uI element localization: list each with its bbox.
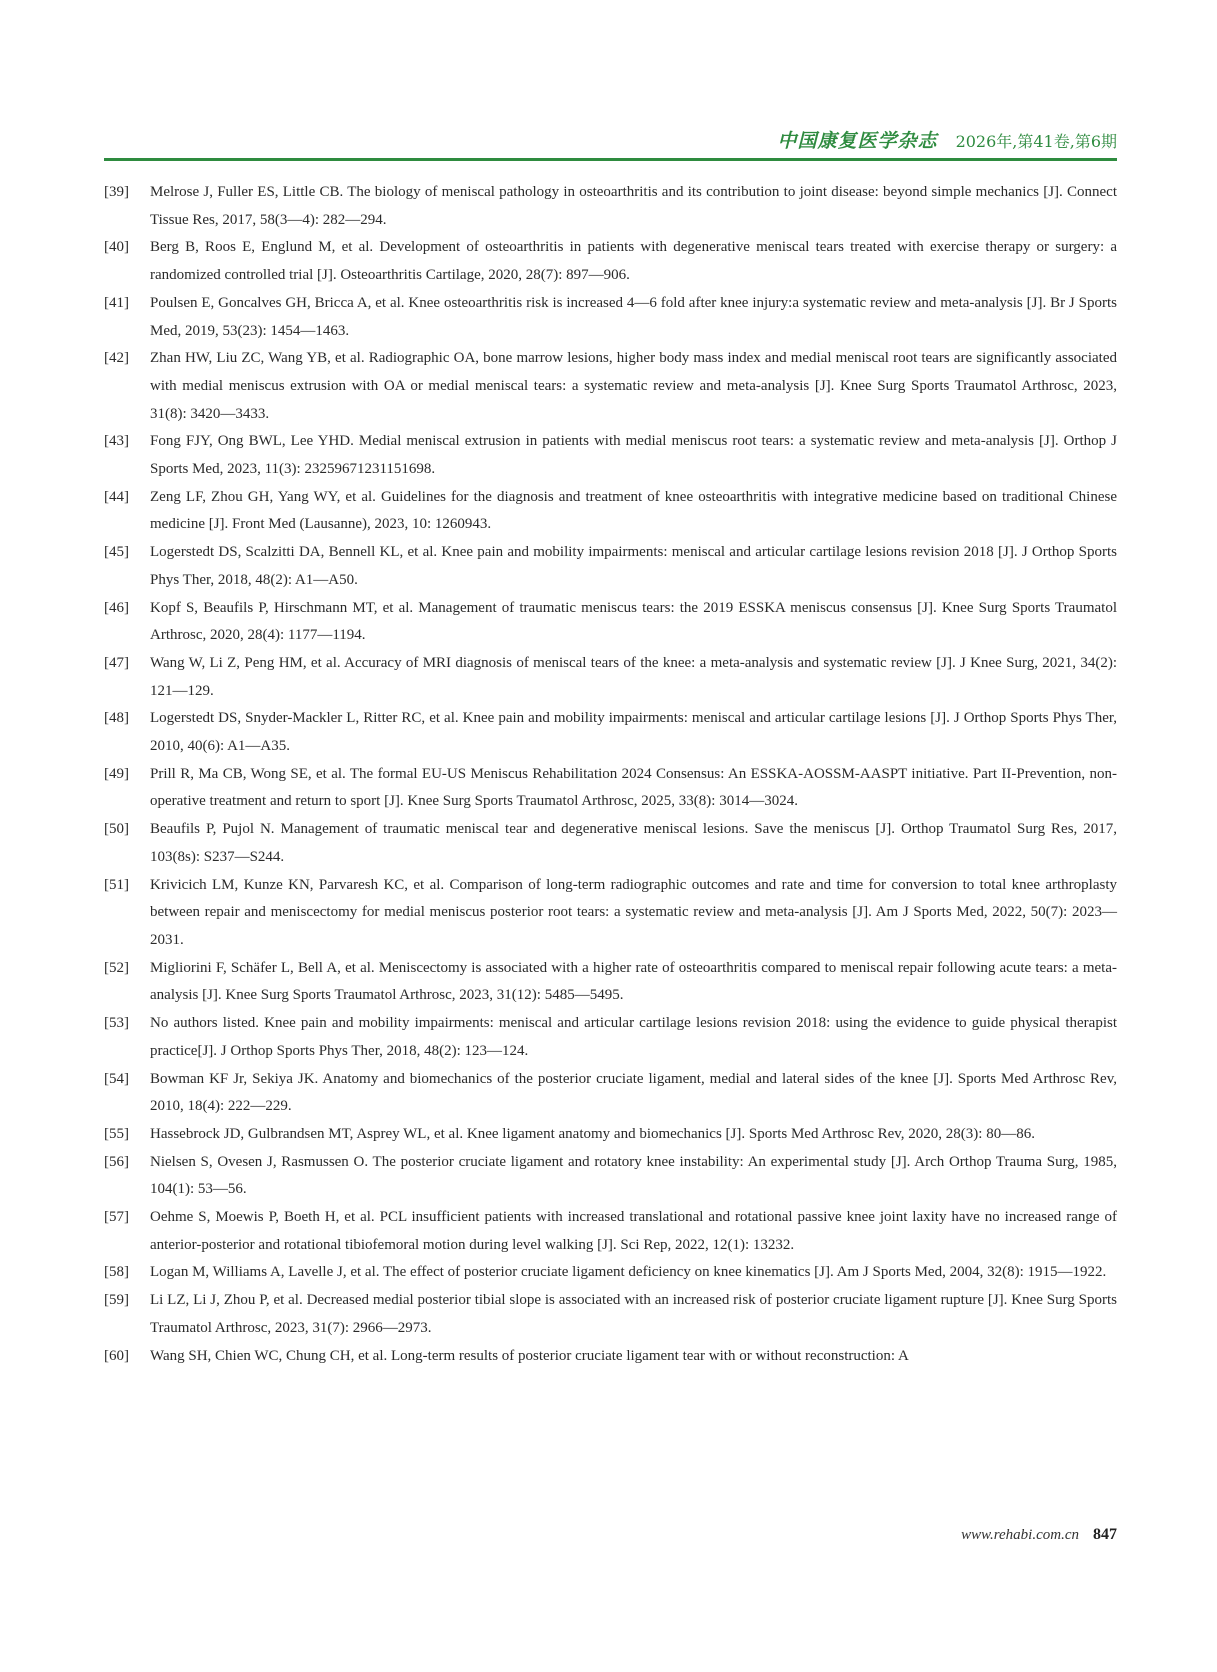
reference-number: [43]: [104, 433, 129, 450]
reference-number: [54]: [104, 1070, 129, 1087]
reference-number: [49]: [104, 765, 129, 782]
reference-text: Kopf S, Beaufils P, Hirschmann MT, et al. Management of traumatic meniscus tears: the 2019 ESSKA meniscus consensus [J]. Knee Surg Sports Traumatol Arthrosc, 2020, 28(4): 1177—1194.: [150, 599, 1117, 644]
reference-number: [60]: [104, 1347, 129, 1364]
reference-text: Logerstedt DS, Snyder-Mackler L, Ritter RC, et al. Knee pain and mobility impairments: meniscal and articular cartilage lesions [J]. J Orthop Sports Phys Ther, 2010, 40(6): A1—A35.: [150, 710, 1117, 755]
reference-text: Hassebrock JD, Gulbrandsen MT, Asprey WL, et al. Knee ligament anatomy and biomechanics [J]. Sports Med Arthrosc Rev, 2020, 28(3): 80—86.: [150, 1125, 1035, 1142]
reference-number: [41]: [104, 294, 129, 311]
reference-item: [104, 1204, 1117, 1259]
reference-number: [42]: [104, 350, 129, 367]
reference-text: Prill R, Ma CB, Wong SE, et al. The formal EU-US Meniscus Rehabilitation 2024 Consensus: An ESSKA-AOSSM-AASPT initiative. Part II-Prevention, non-operative treatment and return to sport [J]. Knee Surg Sports Traumatol Arthrosc, 2025, 33(8): 3014—3024.: [150, 765, 1117, 810]
reference-list: [104, 179, 1117, 1370]
reference-text: Berg B, Roos E, Englund M, et al. Development of osteoarthritis in patients with degenerative meniscal tears treated with exercise therapy or surgery: a randomized controlled trial [J]. Osteoarthritis Cartilage, 2020, 28(7): 897—906.: [150, 239, 1117, 284]
reference-number: [47]: [104, 654, 129, 671]
reference-item: [104, 1121, 1117, 1149]
reference-item: [104, 1287, 1117, 1342]
reference-item: [104, 705, 1117, 760]
reference-number: [51]: [104, 876, 129, 893]
page-header: [104, 126, 1117, 160]
reference-item: [104, 345, 1117, 428]
reference-text: Wang W, Li Z, Peng HM, et al. Accuracy of MRI diagnosis of meniscal tears of the knee: a meta-analysis and systematic review [J]. J Knee Surg, 2021, 34(2): 121—129.: [150, 654, 1117, 699]
issue-info: 2026年,第41卷,第6期: [955, 132, 1117, 151]
journal-name: 中国康复医学杂志: [777, 130, 938, 152]
reference-text: Zhan HW, Liu ZC, Wang YB, et al. Radiographic OA, bone marrow lesions, higher body mass index and medial meniscal root tears are significantly associated with medial meniscus extrusion with OA or medial meniscal tears: a systematic review and meta-analysis [J]. Knee Surg Sports Traumatol Arthrosc, 2023, 31(8): 3420—3433.: [150, 350, 1117, 422]
reference-item: [104, 1149, 1117, 1204]
reference-text: Krivicich LM, Kunze KN, Parvaresh KC, et al. Comparison of long-term radiographic outcomes and rate and time for conversion to total knee arthroplasty between repair and meniscectomy for medial meniscus posterior root tears: a systematic review and meta-analysis [J]. Am J Sports Med, 2022, 50(7): 2023—2031.: [150, 876, 1117, 948]
header-right: [778, 126, 1117, 153]
reference-number: [44]: [104, 488, 129, 505]
reference-number: [58]: [104, 1264, 129, 1281]
reference-number: [48]: [104, 710, 129, 727]
reference-item: [104, 761, 1117, 816]
reference-item: [104, 816, 1117, 871]
reference-text: Logan M, Williams A, Lavelle J, et al. The effect of posterior cruciate ligament deficiency on knee kinematics [J]. Am J Sports Med, 2004, 32(8): 1915—1922.: [150, 1264, 1107, 1281]
reference-text: Poulsen E, Goncalves GH, Bricca A, et al. Knee osteoarthritis risk is increased 4—6 fold after knee injury:a systematic review and meta-analysis [J]. Br J Sports Med, 2019, 53(23): 1454—1463.: [150, 294, 1117, 339]
reference-number: [39]: [104, 184, 129, 200]
header-divider: [104, 158, 1117, 161]
reference-text: Beaufils P, Pujol N. Management of traumatic meniscal tear and degenerative meniscal lesions. Save the meniscus [J]. Orthop Traumatol Surg Res, 2017, 103(8s): S237—S244.: [150, 821, 1117, 865]
reference-item: [104, 234, 1117, 289]
reference-text: Migliorini F, Schäfer L, Bell A, et al. Meniscectomy is associated with a higher rate of osteoarthritis compared to meniscal repair following acute tears: a meta-analysis [J]. Knee Surg Sports Traumatol Arthrosc, 2023, 31(12): 5485—5495.: [150, 959, 1117, 1004]
reference-item: [104, 1010, 1117, 1065]
journal-website: www.rehabi.com.cn: [961, 1527, 1079, 1543]
reference-number: [40]: [104, 239, 129, 256]
reference-number: [50]: [104, 821, 129, 838]
reference-item: [104, 595, 1117, 650]
reference-item: [104, 955, 1117, 1010]
reference-item: [104, 290, 1117, 345]
reference-text: Zeng LF, Zhou GH, Yang WY, et al. Guidelines for the diagnosis and treatment of knee osteoarthritis with integrative medicine based on traditional Chinese medicine [J]. Front Med (Lausanne), 2023, 10: 1260943.: [150, 488, 1117, 533]
reference-item: [104, 1259, 1117, 1287]
reference-item: [104, 872, 1117, 955]
reference-text: Melrose J, Fuller ES, Little CB. The biology of meniscal pathology in osteoarthritis and its contribution to joint disease: beyond simple mechanics [J]. Connect Tissue Res, 2017, 58(3—4): 282—294.: [150, 184, 1117, 228]
reference-text: No authors listed. Knee pain and mobility impairments: meniscal and articular cartilage lesions revision 2018: using the evidence to guide physical therapist practice[J]. J Orthop Sports Phys Ther, 2018, 48(2): 123—124.: [150, 1015, 1117, 1059]
reference-text: Wang SH, Chien WC, Chung CH, et al. Long-term results of posterior cruciate ligament tear with or without reconstruction: A: [150, 1347, 909, 1364]
reference-text: Nielsen S, Ovesen J, Rasmussen O. The posterior cruciate ligament and rotatory knee instability: An experimental study [J]. Arch Orthop Trauma Surg, 1985, 104(1): 53—56.: [150, 1153, 1117, 1198]
reference-number: [56]: [104, 1153, 129, 1170]
reference-item: [104, 484, 1117, 539]
reference-text: Oehme S, Moewis P, Boeth H, et al. PCL insufficient patients with increased translational and rotational passive knee joint laxity have no increased range of anterior-posterior and rotational tibiofemoral motion during level walking [J]. Sci Rep, 2022, 12(1): 13232.: [150, 1209, 1117, 1253]
page-footer: [961, 1526, 1117, 1544]
reference-item: [104, 1343, 1117, 1371]
reference-number: [59]: [104, 1292, 129, 1309]
reference-number: [53]: [104, 1015, 129, 1032]
reference-number: [46]: [104, 599, 129, 616]
reference-item: [104, 428, 1117, 483]
reference-number: [45]: [104, 544, 129, 561]
reference-item: [104, 1066, 1117, 1121]
page-number: 847: [1093, 1526, 1117, 1543]
reference-text: Fong FJY, Ong BWL, Lee YHD. Medial meniscal extrusion in patients with medial meniscus root tears: a systematic review and meta-analysis [J]. Orthop J Sports Med, 2023, 11(3): 23259671231151698.: [150, 433, 1117, 478]
reference-text: Logerstedt DS, Scalzitti DA, Bennell KL, et al. Knee pain and mobility impairments: meniscal and articular cartilage lesions revision 2018 [J]. J Orthop Sports Phys Ther, 2018, 48(2): A1—A50.: [150, 544, 1117, 588]
reference-text: Li LZ, Li J, Zhou P, et al. Decreased medial posterior tibial slope is associated with an increased risk of posterior cruciate ligament rupture [J]. Knee Surg Sports Traumatol Arthrosc, 2023, 31(7): 2966—2973.: [150, 1292, 1117, 1336]
reference-number: [52]: [104, 959, 129, 976]
reference-item: [104, 539, 1117, 594]
reference-number: [57]: [104, 1209, 129, 1226]
reference-number: [55]: [104, 1125, 129, 1142]
reference-item: [104, 179, 1117, 234]
reference-item: [104, 650, 1117, 705]
reference-text: Bowman KF Jr, Sekiya JK. Anatomy and biomechanics of the posterior cruciate ligament, medial and lateral sides of the knee [J]. Sports Med Arthrosc Rev, 2010, 18(4): 222—229.: [150, 1070, 1117, 1115]
